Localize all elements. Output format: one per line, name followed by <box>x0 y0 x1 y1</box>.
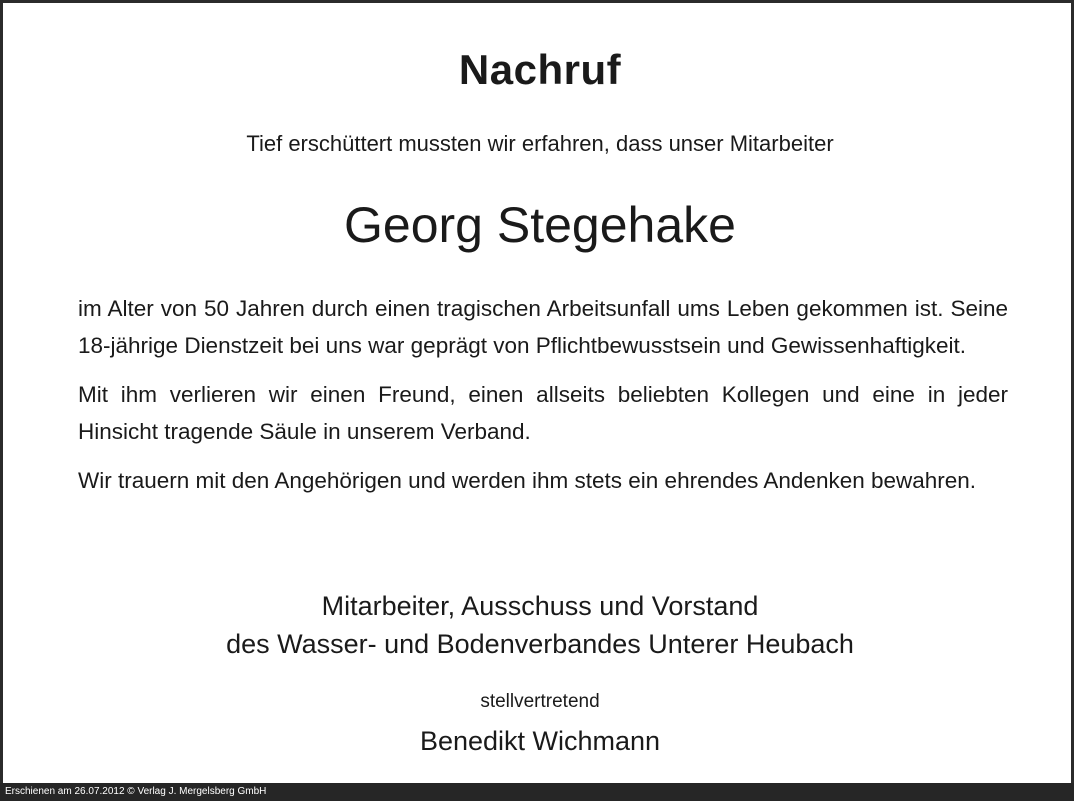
body-paragraph: Mit ihm verlieren wir einen Freund, einen allseits beliebten Kollegen und eine in jeder Hinsicht tragende Säule in unserem Verband. <box>78 382 1008 444</box>
notice-title: Nachruf <box>458 46 622 93</box>
publication-footer <box>0 783 1074 801</box>
body-paragraph: im Alter von 50 Jahren durch einen tragischen Arbeitsunfall ums Leben gekommen ist. Seine 18-jährige Dienstzeit bei uns war geprägt von Pflichtbewusstsein und Gewissenhaftigkeit. <box>78 296 1008 358</box>
deputy-label: stellvertretend <box>480 691 600 712</box>
body-paragraph: Wir trauern mit den Angehörigen und werden ihm stets ein ehrendes Andenken bewahren. <box>78 468 977 493</box>
intro-line: Tief erschüttert mussten wir erfahren, dass unser Mitarbeiter <box>246 131 834 156</box>
signer-name: Benedikt Wichmann <box>419 726 661 756</box>
signers-block <box>3 587 1074 663</box>
notice-body <box>78 290 1008 511</box>
signers-line: Mitarbeiter, Ausschuss und Vorstand <box>321 591 759 621</box>
signers-line: des Wasser- und Bodenverbandes Unterer Heubach <box>226 629 854 659</box>
deceased-name: Georg Stegehake <box>344 197 736 253</box>
publication-footer-text: Erschienen am 26.07.2012 © Verlag J. Mergelsberg GmbH <box>5 786 267 797</box>
